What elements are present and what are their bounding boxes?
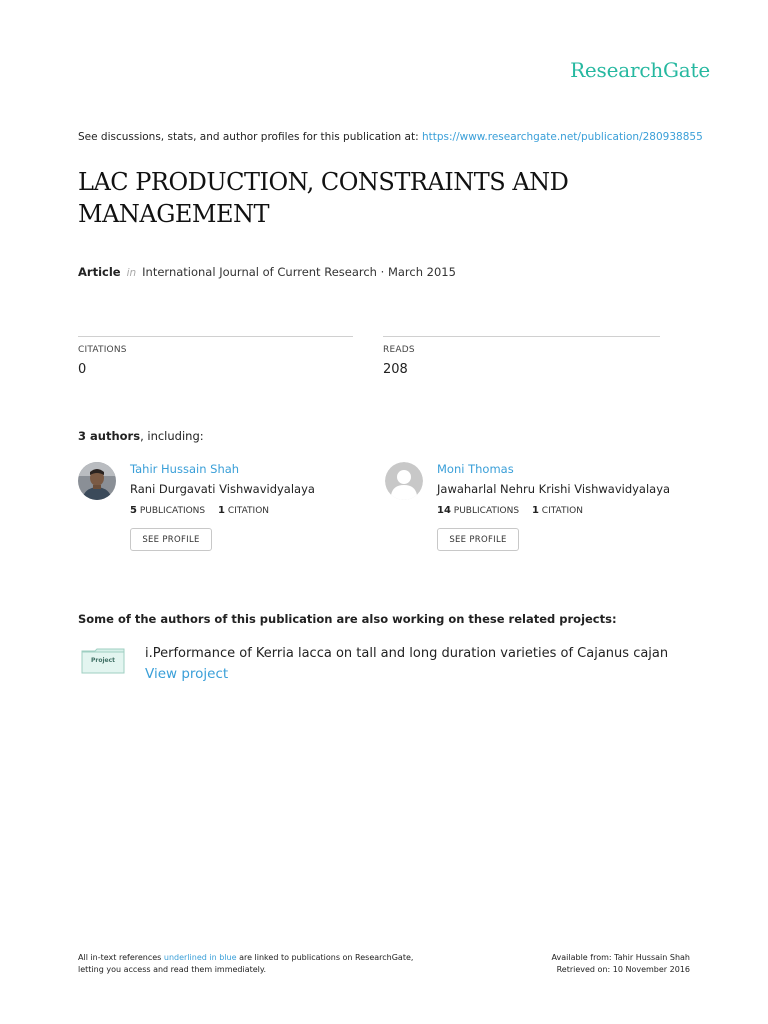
authors-heading [78,429,204,443]
citations-value: 0 [78,362,87,377]
journal-date: International Journal of Current Research · March 2015 [142,265,456,279]
citations-label: CITATIONS [78,345,127,355]
user-photo-icon[interactable] [78,462,116,500]
footer-suffix: are linked to publications on ResearchGate, [239,953,414,962]
author-stats [130,505,269,516]
publication-title: LAC PRODUCTION, CONSTRAINTS AND MANAGEMENT [78,168,569,228]
discussion-prefix: See discussions, stats, and author profiles for this publication at: [78,131,419,143]
citations-divider [78,336,353,337]
reads-divider [383,336,660,337]
project-title: i.Performance of Kerria lacca on tall and long duration varieties of Cajanus cajan [145,646,669,661]
footer-availability [552,952,690,976]
see-profile-button[interactable]: SEE PROFILE [130,528,212,551]
author-stats [437,505,583,516]
in-word: in [126,267,137,279]
publications-count: 14 [437,505,451,516]
citations-count: 1 [531,505,539,516]
citation-label: CITATION [541,506,583,516]
publication-meta [78,265,456,279]
publications-count: 5 [130,505,137,516]
publication-url-link[interactable]: https://www.researchgate.net/publication/280938855 [421,131,703,143]
citations-count: 1 [218,505,225,516]
authors-count: 3 authors [78,429,141,443]
reads-label: READS [383,345,415,355]
footer-line2: letting you access and read them immediately. [78,965,267,974]
footer-note [78,952,413,976]
project-folder-icon[interactable] [81,648,125,674]
author-institution: Jawaharlal Nehru Krishi Vishwavidyalaya [437,482,671,496]
retrieved-on: Retrieved on: 10 November 2016 [556,965,690,974]
publication-type: Article [78,265,121,279]
discussion-line [78,131,703,143]
author-name-link[interactable]: Moni Thomas [437,462,514,476]
publications-label: PUBLICATIONS [453,506,520,516]
see-profile-button[interactable]: SEE PROFILE [437,528,519,551]
citation-label: CITATION [227,506,270,516]
author-institution: Rani Durgavati Vishwavidyalaya [130,482,315,496]
related-projects-heading: Some of the authors of this publication are also working on these related projects: [78,612,617,626]
publications-label: PUBLICATIONS [139,506,206,516]
available-from: Available from: Tahir Hussain Shah [551,953,690,962]
project-entry [145,644,675,685]
project-icon-label: Project [90,657,116,664]
footer-prefix: All in-text references [78,953,162,962]
default-user-icon[interactable] [385,462,423,500]
researchgate-logo[interactable]: ResearchGate [570,58,710,82]
underlined-in-blue-text: underlined in blue [163,953,237,962]
authors-suffix: , including: [140,429,204,443]
author-name-link[interactable]: Tahir Hussain Shah [130,462,240,476]
view-project-link[interactable]: View project [145,666,229,682]
reads-value: 208 [383,362,408,377]
